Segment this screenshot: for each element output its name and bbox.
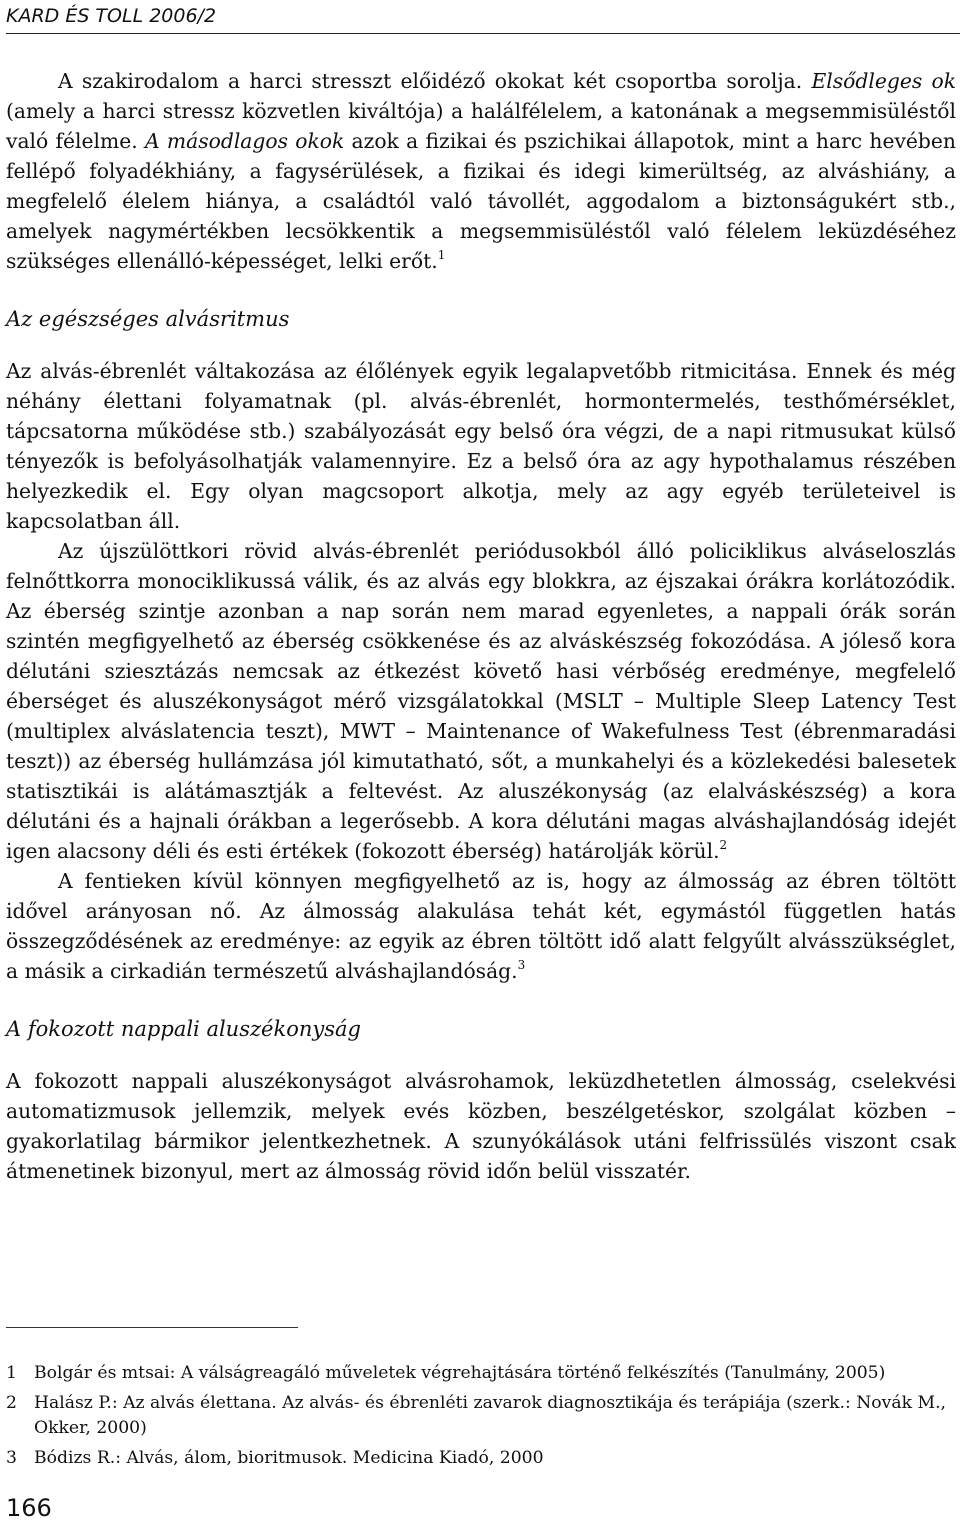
running-header: KARD ÉS TOLL 2006/2 <box>6 4 960 34</box>
footnote-ref-1: 1 <box>437 248 446 262</box>
paragraph-1-part-c: (amely a harci stressz közvetlen kiváltója) a halálfélelem, a katonának a megsemmisüléstől való félelme. <box>6 99 956 153</box>
footnote-ref-3: 3 <box>517 958 526 972</box>
paragraph-5: A fokozott nappali aluszékonyságot alvásrohamok, leküzdhetetlen álmosság, cselekvési automatizmusok jellemzik, melyek evés közben, beszélgetéskor, szolgálat közben – gyakorlatilag bármikor jelentkezhetnek. A szunyókálások utáni felfrissülés viszont csak átmenetinek bizonyul, mert az álmosság rövid időn belül visszatér. <box>6 1069 956 1183</box>
section-heading-daytime-sleepiness: A fokozott nappali aluszékonyság <box>6 1017 361 1041</box>
paragraph-4-text: A fentieken kívül könnyen megfigyelhető az is, hogy az álmosság az ébren töltött idővel arányosan nő. Az álmosság alakulása tehát két, egymástól független hatás összegződésének az eredménye: az egyik az ébren töltött idő alatt felgyűlt alvásszükséglet, a másik a cirkadián természetű alváshajlandóság. <box>6 869 956 983</box>
footnote-number: 2 <box>6 1393 17 1413</box>
footnote-ref-2: 2 <box>719 838 728 852</box>
secondary-cause-term: A másodlagos okok <box>144 129 345 153</box>
footnote-2 <box>6 1391 956 1441</box>
paragraph-4 <box>6 866 956 986</box>
footnote-text: Bódizs R.: Alvás, álom, bioritmusok. Medicina Kiadó, 2000 <box>34 1448 544 1468</box>
paragraph-1 <box>6 66 956 276</box>
footnote-1 <box>6 1361 956 1386</box>
paragraph-1-part-a: A szakirodalom a harci stresszt előidéző okokat két csoportba sorolja. <box>58 69 812 93</box>
page-number: 166 <box>6 1494 52 1522</box>
footnote-number: 3 <box>6 1448 17 1468</box>
footnote-text: Bolgár és mtsai: A válságreagáló műveletek végrehajtására történő felkészítés (Tanulmány, 2005) <box>34 1363 886 1383</box>
article-body <box>6 66 956 1186</box>
footnote-text: Halász P.: Az alvás élettana. Az alvás- és ébrenléti zavarok diagnosztikája és terápiája (szerk.: Novák M., Okker, 2000) <box>34 1393 947 1438</box>
paragraph-1-part-e: azok a fizikai és pszichikai állapotok, mint a harc hevében fellépő folyadékhiány, a fagysérülések, a fizikai és idegi kimerültség, az alváshiány, a megfelelő élelem hiánya, a családtól való távollét, aggodalom a biztonságukért stb., amelyek nagymértékben lecsökkentik a megsemmisüléstől való félelem leküzdéséhez szükséges ellenálló-képességet, lelki erőt. <box>6 129 956 273</box>
footnote-3 <box>6 1446 956 1471</box>
paragraph-3-text: Az újszülöttkori rövid alvás-ébrenlét periódusokból álló policiklikus alváseloszlás felnőttkorra monociklikussá válik, és az alvás egy blokkra, az éjszakai órákra korlátozódik. Az éberség szintje azonban a nap során nem marad egyenletes, a nappali órák során szintén megfigyelhető az éberség csökkenése és az alváskészség fokozódása. A jóleső kora délutáni sziesztázás nemcsak az étkezést követő hasi vérbőség eredménye, megfelelő éberséget és aluszékonyságot mérő vizsgálatokkal (MSLT – Multiple Sleep Latency Test (multiplex alváslatencia teszt), MWT – Maintenance of Wakefulness Test (ébrenmaradási teszt)) az éberség hullámzása jól kimutatható, sőt, a munkahelyi és a közlekedési balesetek statisztikái is alátámasztják a feltevést. Az aluszékonyság (az elalváskészség) a kora délutáni és a hajnali órákban a legerősebb. A kora délutáni magas alváshajlandóság idejét igen alacsony déli és esti értékek (fokozott éberség) határolják körül. <box>6 539 956 863</box>
footnote-divider <box>6 1327 298 1328</box>
paragraph-3 <box>6 536 956 866</box>
footnotes <box>6 1361 956 1471</box>
footnote-number: 1 <box>6 1363 17 1383</box>
primary-cause-term: Elsődleges ok <box>811 69 956 93</box>
paragraph-2: Az alvás-ébrenlét váltakozása az élőlények egyik legalapvetőbb ritmicitása. Ennek és még néhány élettani folyamatnak (pl. alvás-ébrenlét, hormontermelés, testhőmérséklet, tápcsatorna működése stb.) szabályozását egy belső óra végzi, de a napi ritmusukat külső tényezők is befolyásolhatják valamennyire. Ez a belső óra az agy hypothalamus részében helyezkedik el. Egy olyan magcsoport alkotja, mely az agy egyéb területeivel is kapcsolatban áll. <box>6 359 956 533</box>
section-heading-healthy-sleep: Az egészséges alvásritmus <box>6 307 290 331</box>
